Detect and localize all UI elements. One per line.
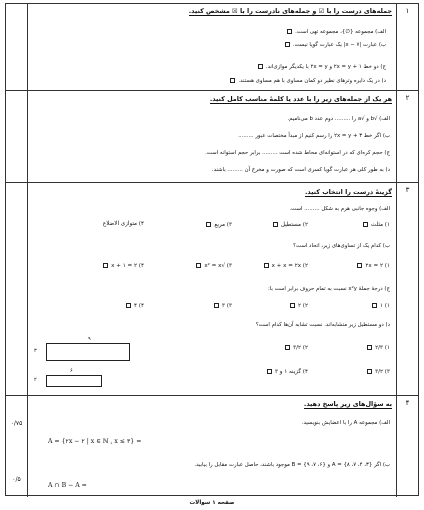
option-2: ۲) ۳/۲ (293, 345, 308, 351)
option-checkbox[interactable] (196, 263, 201, 268)
question-4 (6, 396, 418, 497)
option-2: ۲) ۲ (298, 303, 308, 309)
option-1: ۱) مثلث (370, 222, 390, 228)
question-title: هر یک از جمله‌های زیر را با عدد یا کلمهٔ مناسب کامل کنید. (209, 95, 392, 103)
question-3a: الف) وجوه جانبی هرم به شکل ......... است. (289, 206, 390, 212)
option-2: ۲) x + x = ۲x (271, 263, 308, 269)
option-4: ۴) ۲ = ۱ + x (111, 263, 144, 269)
option-checkbox[interactable] (214, 303, 219, 308)
set-expression: A ∩ B − A = (48, 482, 87, 489)
option-checkbox[interactable] (290, 303, 295, 308)
option-checkbox[interactable] (367, 345, 372, 350)
option-1: ۱) ۲/۳ (375, 345, 390, 351)
score-cell (6, 91, 28, 182)
option-1: ۱) ۲ = ۲x (365, 263, 390, 269)
answer-checkbox[interactable] (285, 42, 290, 47)
score-cell (6, 4, 28, 90)
statement-c: ج) حجم کره‌ای که در استوانه‌ای محاط شده است ......... برابر حجم استوانه است. (205, 150, 390, 156)
rect-large-width: ۹ (88, 336, 91, 342)
option-3: ۳) ۳ (222, 303, 232, 309)
option-checkbox[interactable] (372, 303, 377, 308)
option-checkbox[interactable] (264, 263, 269, 268)
answer-checkbox[interactable] (230, 78, 235, 83)
rect-large (46, 343, 130, 361)
option-3: ۳) ۳/۲ (375, 369, 390, 375)
question-3 (6, 183, 418, 396)
question-4a: الف) مجموعه A را با اعضایش بنویسید. (301, 420, 390, 426)
set-definition: A = {۲x − ۲ | x ∈ ℕ , x ≤ ۳} = (48, 438, 142, 445)
option-checkbox[interactable] (206, 222, 211, 227)
question-number: ۴ (396, 396, 418, 497)
question-title: جمله‌های درست را با ☑ و جمله‌های نادرست را با ☒ مشخص کنید. (188, 7, 392, 15)
option-checkbox[interactable] (363, 222, 368, 227)
question-title: گزینهٔ درست را انتخاب کنید. (304, 188, 392, 196)
rect-large-height: ۳ (34, 348, 37, 354)
question-3c: ج) درجهٔ جملهٔ x²y نسبت به تمام حروف برابر است با: (267, 286, 390, 292)
option-3: ۳) مربع (214, 222, 232, 228)
question-number: ۱ (396, 4, 418, 90)
question-3d: د) دو مستطیل زیر متشابه‌اند. نسبت تشابه آن‌ها کدام است؟ (255, 322, 390, 328)
question-number: ۳ (396, 183, 418, 395)
question-4b: ب) اگر {۳، ۴، ۷، ۸} = A و {۶، ۷، ۹} = B موجود باشند، حاصل عبارت مقابل را بیابید. (194, 462, 390, 468)
option-checkbox[interactable] (367, 369, 372, 374)
question-3b: ب) کدام یک از تساوی‌های زیر، اتحاد است؟ (293, 243, 390, 249)
score-b: ۰/۵ (12, 476, 21, 483)
statement-c: ج) دو خط ۱ + ۲x = y و ۲x = y با یکدیگر موازی‌اند. (265, 64, 386, 70)
rect-small-width: ۶ (70, 368, 73, 374)
option-4: ۴) گزینه ۱ و ۳ (274, 369, 308, 375)
statement-d: د) در یک دایره وترهای نظیر دو کمان مساوی با هم مساوی هستند. (238, 78, 386, 84)
option-2: ۲) مستطیل (280, 222, 308, 228)
option-checkbox[interactable] (273, 222, 278, 227)
option-1: ۱) ۱ (380, 303, 390, 309)
exam-sheet (5, 3, 419, 496)
option-4: ۴) متوازی الاضلاع (102, 221, 144, 227)
option-3: ۳) √x² = x (204, 263, 232, 269)
score-cell (6, 396, 28, 497)
statement-b: ب) عبارت |x − ۷| یک عبارت گویا نیست. (292, 42, 386, 48)
answer-checkbox[interactable] (287, 29, 292, 34)
option-4: ۴) ۴ (134, 303, 144, 309)
question-2 (6, 91, 418, 183)
statement-b: ب) اگر خط ۳ + ۲x = y را رسم کنیم از مبدأ مختصات عبور ......... (238, 133, 390, 139)
option-checkbox[interactable] (103, 263, 108, 268)
option-checkbox[interactable] (267, 369, 272, 374)
rect-small (46, 375, 102, 387)
rect-small-height: ۲ (34, 377, 37, 383)
statement-a: الف) √b و √a را ......... دوم عدد b می‌نامیم. (287, 116, 390, 122)
answer-checkbox[interactable] (258, 64, 263, 69)
page-footer: صفحه ۱ سوالات (189, 500, 235, 506)
option-checkbox[interactable] (357, 263, 362, 268)
option-checkbox[interactable] (126, 303, 131, 308)
statement-a: الف) مجموعه {∅}، مجموعه تهی است. (295, 29, 386, 35)
question-number: ۲ (396, 91, 418, 182)
question-title: به سؤال‌های زیر پاسخ دهید. (303, 400, 392, 408)
statement-d: د) به طور کلی هر عبارت گویا کسری است که صورت و مخرج آن ......... باشند. (211, 167, 390, 173)
option-checkbox[interactable] (285, 345, 290, 350)
score-cell (6, 183, 28, 395)
question-1 (6, 4, 418, 91)
score-a: ۰/۷۵ (10, 420, 23, 427)
